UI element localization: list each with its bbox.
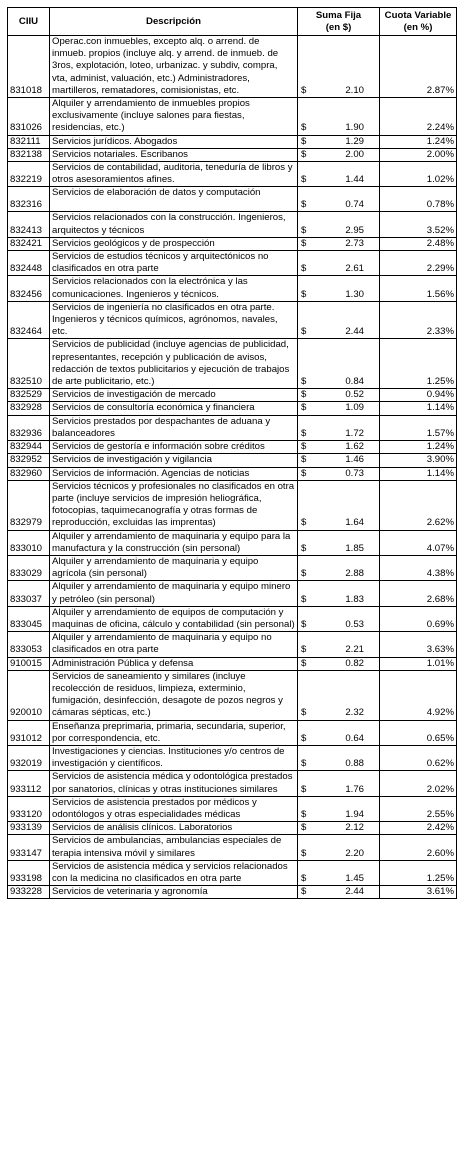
currency-symbol: $ <box>301 441 307 453</box>
ciiu-code: 832928 <box>8 402 50 415</box>
suma-fija-value: 0.64 <box>345 732 364 744</box>
table-header-row <box>8 8 457 36</box>
ciiu-code: 832219 <box>8 162 50 187</box>
table-row <box>8 135 457 148</box>
suma-fija-cell <box>298 389 380 402</box>
table-row <box>8 530 457 555</box>
table-row <box>8 632 457 657</box>
currency-symbol: $ <box>301 822 307 834</box>
suma-fija-value: 1.94 <box>345 808 364 820</box>
currency-symbol: $ <box>301 542 307 554</box>
cuota-variable-value: 1.01% <box>380 657 457 670</box>
description: Alquiler y arrendamiento de maquinaria y equipo agrícola (sin personal) <box>50 555 298 580</box>
suma-fija-value: 1.29 <box>345 135 364 147</box>
cuota-variable-value: 2.42% <box>380 822 457 835</box>
ciiu-code: 832510 <box>8 339 50 389</box>
suma-fija-value: 1.64 <box>345 517 364 529</box>
ciiu-code: 833010 <box>8 530 50 555</box>
suma-fija-value: 2.44 <box>345 886 364 898</box>
table-row <box>8 389 457 402</box>
table-row <box>8 187 457 212</box>
ciiu-code: 832138 <box>8 148 50 161</box>
description: Servicios de asistencia prestados por médicos y odontólogos y otras especialidades médicas <box>50 796 298 821</box>
description: Servicios de consultoría económica y financiera <box>50 402 298 415</box>
description: Servicios prestados por despachantes de aduana y balanceadores <box>50 415 298 440</box>
table-row <box>8 657 457 670</box>
table-row <box>8 555 457 580</box>
table-row <box>8 670 457 720</box>
description: Servicios geológicos y de prospección <box>50 237 298 250</box>
ciiu-code: 832448 <box>8 251 50 276</box>
currency-symbol: $ <box>301 644 307 656</box>
suma-fija-value: 2.44 <box>345 326 364 338</box>
currency-symbol: $ <box>301 707 307 719</box>
table-row <box>8 251 457 276</box>
description: Enseñanza preprimaria, primaria, secundaria, superior, por correspondencia, etc. <box>50 720 298 745</box>
ciiu-code: 933198 <box>8 860 50 885</box>
cuota-variable-value: 2.60% <box>380 835 457 860</box>
currency-symbol: $ <box>301 467 307 479</box>
suma-fija-cell <box>298 720 380 745</box>
table-row <box>8 822 457 835</box>
ciiu-code: 831026 <box>8 98 50 136</box>
table-row <box>8 276 457 301</box>
description: Alquiler y arrendamiento de equipos de computación y maquinas de oficina, cálculo y contabilidad (sin personal) <box>50 606 298 631</box>
currency-symbol: $ <box>301 237 307 249</box>
table-row <box>8 237 457 250</box>
suma-fija-value: 0.74 <box>345 199 364 211</box>
cuota-variable-value: 0.65% <box>380 720 457 745</box>
suma-fija-cell <box>298 212 380 237</box>
currency-symbol: $ <box>301 758 307 770</box>
currency-symbol: $ <box>301 808 307 820</box>
currency-symbol: $ <box>301 783 307 795</box>
suma-fija-value: 1.85 <box>345 542 364 554</box>
ciiu-code: 833037 <box>8 581 50 606</box>
suma-fija-cell <box>298 135 380 148</box>
suma-fija-cell <box>298 796 380 821</box>
ciiu-code: 832529 <box>8 389 50 402</box>
table-row <box>8 720 457 745</box>
cuota-variable-value: 2.87% <box>380 36 457 98</box>
suma-fija-value: 2.12 <box>345 822 364 834</box>
cuota-variable-value: 2.55% <box>380 796 457 821</box>
suma-fija-value: 1.30 <box>345 288 364 300</box>
suma-fija-cell <box>298 276 380 301</box>
description: Servicios de elaboración de datos y computación <box>50 187 298 212</box>
table-row <box>8 162 457 187</box>
ciiu-code: 831018 <box>8 36 50 98</box>
ciiu-code: 832111 <box>8 135 50 148</box>
suma-fija-value: 2.10 <box>345 84 364 96</box>
suma-fija-value: 1.45 <box>345 873 364 884</box>
suma-fija-value: 2.32 <box>345 707 364 719</box>
description: Alquiler y arrendamiento de inmuebles propios exclusivamente (incluye salones para fiestas, residencias, etc.) <box>50 98 298 136</box>
currency-symbol: $ <box>301 402 307 414</box>
currency-symbol: $ <box>301 427 307 439</box>
suma-fija-value: 1.90 <box>345 122 364 134</box>
tariff-table <box>7 7 457 899</box>
suma-fija-value: 0.82 <box>345 657 364 669</box>
cuota-variable-value: 2.33% <box>380 301 457 339</box>
cuota-variable-value: 3.61% <box>380 886 457 899</box>
suma-fija-cell <box>298 301 380 339</box>
currency-symbol: $ <box>301 263 307 275</box>
cuota-variable-value: 3.52% <box>380 212 457 237</box>
cuota-variable-value: 1.02% <box>380 162 457 187</box>
ciiu-code: 933147 <box>8 835 50 860</box>
description: Alquiler y arrendamiento de maquinaria y equipo no clasificados en otra parte <box>50 632 298 657</box>
currency-symbol: $ <box>301 847 307 859</box>
description: Administración Pública y defensa <box>50 657 298 670</box>
ciiu-code: 832316 <box>8 187 50 212</box>
table-row <box>8 454 457 467</box>
currency-symbol: $ <box>301 618 307 630</box>
ciiu-code: 832456 <box>8 276 50 301</box>
currency-symbol: $ <box>301 376 307 388</box>
suma-fija-cell <box>298 632 380 657</box>
currency-symbol: $ <box>301 224 307 236</box>
suma-fija-cell <box>298 555 380 580</box>
suma-fija-cell <box>298 606 380 631</box>
cuota-variable-value: 1.57% <box>380 415 457 440</box>
table-row <box>8 98 457 136</box>
currency-symbol: $ <box>301 135 307 147</box>
description: Servicios de investigación y vigilancia <box>50 454 298 467</box>
table-row <box>8 415 457 440</box>
currency-symbol: $ <box>301 389 307 401</box>
table-row <box>8 339 457 389</box>
table-row <box>8 402 457 415</box>
suma-fija-cell <box>298 148 380 161</box>
suma-fija-value: 0.52 <box>345 389 364 401</box>
ciiu-code: 920010 <box>8 670 50 720</box>
suma-fija-value: 1.76 <box>345 783 364 795</box>
description: Servicios de información. Agencias de noticias <box>50 467 298 480</box>
currency-symbol: $ <box>301 288 307 300</box>
ciiu-code: 832944 <box>8 441 50 454</box>
suma-fija-value: 1.46 <box>345 454 364 466</box>
ciiu-code: 933228 <box>8 886 50 899</box>
suma-fija-cell <box>298 162 380 187</box>
description: Servicios técnicos y profesionales no clasificados en otra parte (incluye servicios de impresión heliográfica, fotocopias, taquimecanografía y otras formas de reproducción, excluidas las imprentas) <box>50 480 298 530</box>
suma-fija-value: 2.61 <box>345 263 364 275</box>
description: Alquiler y arrendamiento de maquinaria y equipo minero y petróleo (sin personal) <box>50 581 298 606</box>
ciiu-code: 832979 <box>8 480 50 530</box>
table-row <box>8 886 457 899</box>
cuota-variable-value: 0.78% <box>380 187 457 212</box>
ciiu-code: 933112 <box>8 771 50 796</box>
description: Investigaciones y ciencias. Instituciones y/o centros de investigación y científicos. <box>50 745 298 770</box>
suma-fija-cell <box>298 36 380 98</box>
description: Servicios de investigación de mercado <box>50 389 298 402</box>
description: Servicios de publicidad (incluye agencias de publicidad, representantes, recepción y publicación de avisos, redacción de textos publicitarios y ejecución de trabajos de arte publicitario, etc.) <box>50 339 298 389</box>
description: Servicios de ambulancias, ambulancias especiales de terapia intensiva móvil y similares <box>50 835 298 860</box>
currency-symbol: $ <box>301 326 307 338</box>
table-row <box>8 581 457 606</box>
ciiu-code: 933120 <box>8 796 50 821</box>
table-row <box>8 36 457 98</box>
cuota-variable-value: 0.69% <box>380 606 457 631</box>
cuota-variable-value: 1.56% <box>380 276 457 301</box>
table-row <box>8 467 457 480</box>
cuota-variable-value: 1.14% <box>380 402 457 415</box>
ciiu-code: 833045 <box>8 606 50 631</box>
description: Alquiler y arrendamiento de maquinaria y equipo para la manufactura y la construcción (sin personal) <box>50 530 298 555</box>
suma-fija-value: 2.73 <box>345 237 364 249</box>
ciiu-code: 910015 <box>8 657 50 670</box>
table-row <box>8 745 457 770</box>
suma-fija-value: 1.83 <box>345 593 364 605</box>
description: Servicios de asistencia médica y odontológica prestados por sanatorios, clínicas y otras instituciones similares <box>50 771 298 796</box>
suma-fija-value: 0.84 <box>345 376 364 388</box>
ciiu-code: 932019 <box>8 745 50 770</box>
suma-fija-value: 1.09 <box>345 402 364 414</box>
cuota-variable-value: 4.38% <box>380 555 457 580</box>
suma-fija-value: 2.95 <box>345 224 364 236</box>
suma-fija-cell <box>298 237 380 250</box>
header-suma-fija: Suma Fija (en $) <box>298 8 380 36</box>
description: Servicios de asistencia médica y servicios relacionados con la medicina no clasificados en otra parte <box>50 860 298 885</box>
cuota-variable-value: 1.25% <box>380 860 457 885</box>
cuota-variable-value: 2.68% <box>380 581 457 606</box>
suma-fija-cell <box>298 467 380 480</box>
cuota-variable-value: 4.07% <box>380 530 457 555</box>
ciiu-code: 832421 <box>8 237 50 250</box>
cuota-variable-value: 2.62% <box>380 480 457 530</box>
cuota-variable-value: 1.24% <box>380 441 457 454</box>
suma-fija-value: 0.53 <box>345 618 364 630</box>
table-row <box>8 212 457 237</box>
suma-fija-value: 2.20 <box>345 847 364 859</box>
suma-fija-cell <box>298 187 380 212</box>
cuota-variable-value: 3.90% <box>380 454 457 467</box>
description: Servicios relacionados con la construcción. Ingenieros, arquitectos y técnicos <box>50 212 298 237</box>
suma-fija-cell <box>298 771 380 796</box>
ciiu-code: 832464 <box>8 301 50 339</box>
table-row <box>8 771 457 796</box>
description: Servicios de estudios técnicos y arquitectónicos no clasificados en otra parte <box>50 251 298 276</box>
suma-fija-cell <box>298 480 380 530</box>
cuota-variable-value: 1.25% <box>380 339 457 389</box>
suma-fija-value: 1.62 <box>345 441 364 453</box>
suma-fija-value: 2.88 <box>345 568 364 580</box>
description: Servicios de saneamiento y similares (incluye recolección de residuos, limpieza, exterminio, fumigación, desinfección, desagote de pozos negros y cámaras sépticas, etc.) <box>50 670 298 720</box>
currency-symbol: $ <box>301 122 307 134</box>
table-row <box>8 148 457 161</box>
cuota-variable-value: 1.24% <box>380 135 457 148</box>
currency-symbol: $ <box>301 886 307 898</box>
currency-symbol: $ <box>301 568 307 580</box>
description: Servicios notariales. Escribanos <box>50 148 298 161</box>
table-row <box>8 860 457 885</box>
currency-symbol: $ <box>301 873 307 884</box>
header-descripcion: Descripción <box>50 8 298 36</box>
suma-fija-cell <box>298 441 380 454</box>
header-ciiu: CIIU <box>8 8 50 36</box>
suma-fija-value: 0.73 <box>345 467 364 479</box>
currency-symbol: $ <box>301 657 307 669</box>
description: Servicios de gestoría e información sobre créditos <box>50 441 298 454</box>
suma-fija-cell <box>298 835 380 860</box>
ciiu-code: 933139 <box>8 822 50 835</box>
cuota-variable-value: 0.62% <box>380 745 457 770</box>
currency-symbol: $ <box>301 148 307 160</box>
currency-symbol: $ <box>301 84 307 96</box>
suma-fija-value: 1.72 <box>345 427 364 439</box>
description: Operac.con inmuebles, excepto alq. o arrend. de inmueb. propios (incluye alq. y arrend. de inmueb. de 3ros, explotación, loteo, urbanizac. y subdiv, compra, vta, administ, valuación, etc.) Administradores, martilleros, rematadores, comisionistas, etc. <box>50 36 298 98</box>
suma-fija-cell <box>298 402 380 415</box>
suma-fija-cell <box>298 454 380 467</box>
suma-fija-cell <box>298 670 380 720</box>
table-row <box>8 835 457 860</box>
currency-symbol: $ <box>301 517 307 529</box>
suma-fija-value: 1.44 <box>345 174 364 186</box>
description: Servicios de veterinaria y agronomía <box>50 886 298 899</box>
description: Servicios de ingeniería no clasificados en otra parte. Ingenieros y técnicos químicos, agrónomos, navales, etc. <box>50 301 298 339</box>
suma-fija-cell <box>298 251 380 276</box>
currency-symbol: $ <box>301 199 307 211</box>
suma-fija-cell <box>298 860 380 885</box>
table-body <box>8 36 457 899</box>
currency-symbol: $ <box>301 454 307 466</box>
ciiu-code: 833029 <box>8 555 50 580</box>
suma-fija-cell <box>298 339 380 389</box>
suma-fija-cell <box>298 581 380 606</box>
description: Servicios de contabilidad, auditoria, teneduría de libros y otros asesoramientos afines. <box>50 162 298 187</box>
ciiu-code: 931012 <box>8 720 50 745</box>
currency-symbol: $ <box>301 732 307 744</box>
description: Servicios relacionados con la electrónica y las comunicaciones. Ingenieros y técnicos. <box>50 276 298 301</box>
suma-fija-cell <box>298 657 380 670</box>
description: Servicios de análisis clínicos. Laboratorios <box>50 822 298 835</box>
cuota-variable-value: 2.48% <box>380 237 457 250</box>
suma-fija-cell <box>298 886 380 899</box>
ciiu-code: 832952 <box>8 454 50 467</box>
cuota-variable-value: 2.24% <box>380 98 457 136</box>
suma-fija-cell <box>298 822 380 835</box>
ciiu-code: 832960 <box>8 467 50 480</box>
cuota-variable-value: 2.02% <box>380 771 457 796</box>
suma-fija-cell <box>298 530 380 555</box>
suma-fija-cell <box>298 745 380 770</box>
suma-fija-cell <box>298 98 380 136</box>
ciiu-code: 833053 <box>8 632 50 657</box>
description: Servicios jurídicos. Abogados <box>50 135 298 148</box>
table-row <box>8 441 457 454</box>
cuota-variable-value: 2.29% <box>380 251 457 276</box>
suma-fija-value: 2.21 <box>345 644 364 656</box>
suma-fija-value: 0.88 <box>345 758 364 770</box>
cuota-variable-value: 1.14% <box>380 467 457 480</box>
currency-symbol: $ <box>301 593 307 605</box>
cuota-variable-value: 2.00% <box>380 148 457 161</box>
header-cuota-variable: Cuota Variable (en %) <box>380 8 457 36</box>
table-row <box>8 480 457 530</box>
suma-fija-value: 2.00 <box>345 148 364 160</box>
cuota-variable-value: 0.94% <box>380 389 457 402</box>
suma-fija-cell <box>298 415 380 440</box>
ciiu-code: 832936 <box>8 415 50 440</box>
cuota-variable-value: 4.92% <box>380 670 457 720</box>
table-row <box>8 796 457 821</box>
ciiu-code: 832413 <box>8 212 50 237</box>
currency-symbol: $ <box>301 174 307 186</box>
table-row <box>8 606 457 631</box>
table-row <box>8 301 457 339</box>
cuota-variable-value: 3.63% <box>380 632 457 657</box>
